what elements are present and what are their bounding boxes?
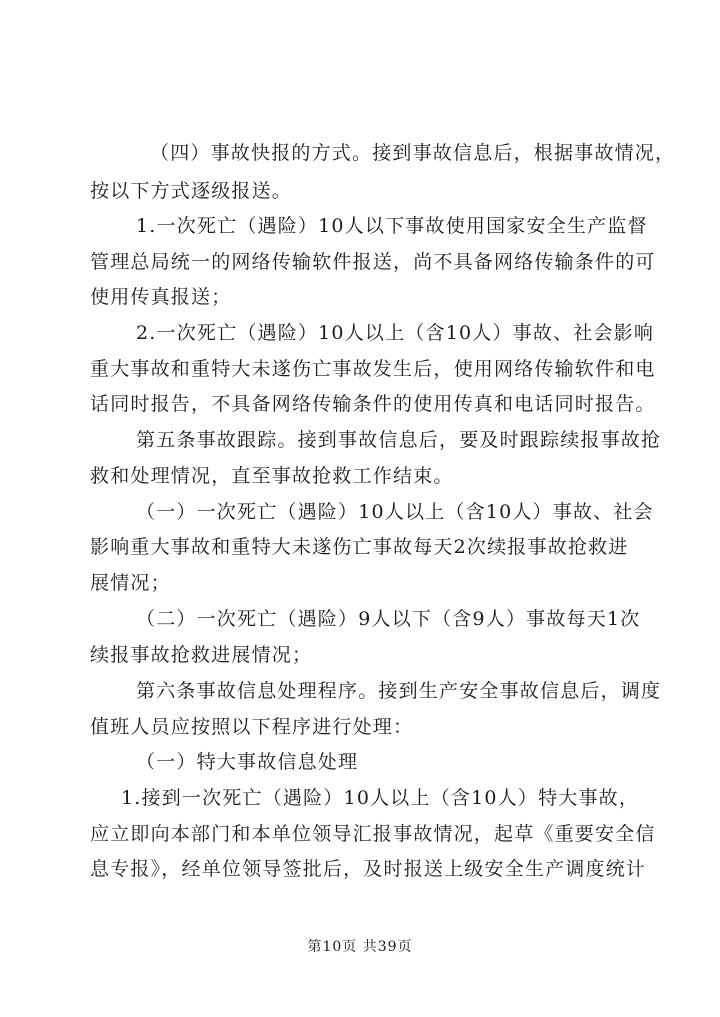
paragraph-line: 第六条事故信息处理程序。接到生产安全事故信息后，调度 — [136, 680, 662, 702]
paragraph-line: 2.一次死亡（遇险）10人以上（含10人）事故、社会影响 — [136, 322, 655, 344]
paragraph-line: 1.接到一次死亡（遇险）10人以上（含10人）特大事故， — [121, 787, 640, 809]
paragraph-line: 重大事故和重特大未遂伤亡事故发生后，使用网络传输软件和电 — [90, 358, 656, 380]
paragraph-line: （四）事故快报的方式。接到事故信息后，根据事故情况， — [150, 142, 676, 164]
paragraph-line: 息专报》，经单位领导签批后，及时报送上级安全生产调度统计 — [90, 858, 647, 880]
paragraph-line: 第五条事故跟踪。接到事故信息后，要及时跟踪续报事故抢 — [136, 429, 662, 451]
paragraph-line: 展情况； — [90, 572, 171, 594]
paragraph-line: （一）特大事故信息处理 — [136, 751, 359, 773]
paragraph-line: 1.一次死亡（遇险）10人以下事故使用国家安全生产监督 — [136, 215, 648, 237]
paragraph-line: 影响重大事故和重特大未遂伤亡事故每天2次续报事故抢救进 — [90, 536, 629, 558]
paragraph-line: 按以下方式逐级报送。 — [90, 180, 293, 202]
paragraph-line: 应立即向本部门和本单位领导汇报事故情况，起草《重要安全信 — [90, 823, 656, 845]
paragraph-line: （一）一次死亡（遇险）10人以上（含10人）事故、社会 — [136, 501, 654, 523]
paragraph-line: 续报事故抢救进展情况； — [90, 644, 313, 666]
paragraph-line: （二）一次死亡（遇险）9人以下（含9人）事故每天1次 — [136, 608, 641, 630]
paragraph-line: 值班人员应按照以下程序进行处理： — [90, 716, 414, 738]
paragraph-line: 使用传真报送； — [90, 286, 232, 308]
paragraph-line: 话同时报告，不具备网络传输条件的使用传真和电话同时报告。 — [90, 393, 656, 415]
paragraph-line: 救和处理情况，直至事故抢救工作结束。 — [90, 465, 454, 487]
page-footer: 第10页 共39页 — [307, 939, 413, 955]
paragraph-line: 管理总局统一的网络传输软件报送，尚不具备网络传输条件的可 — [90, 251, 656, 273]
